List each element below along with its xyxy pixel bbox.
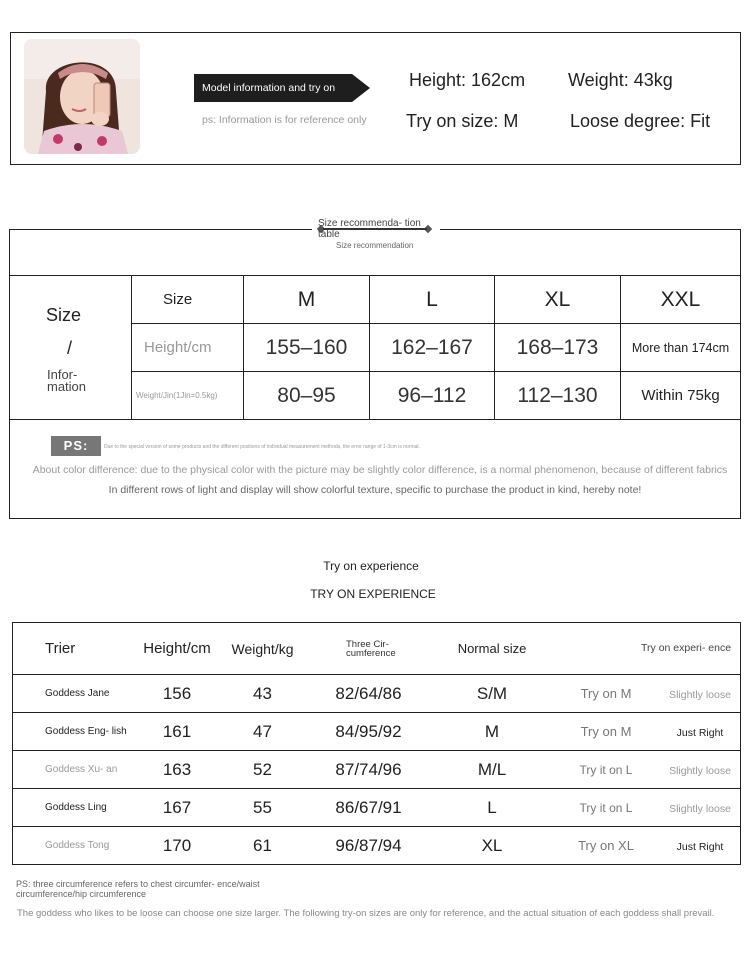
- trier-height: 156: [132, 675, 222, 713]
- trier-weight: 52: [222, 751, 303, 789]
- trier-fit: Slightly loose: [669, 802, 731, 815]
- color-note-line2: In different rows of light and display will show colorful texture, specific to purchase the product in kind, hereby note!: [108, 484, 642, 496]
- weight-label: Weight/Jin(1Jin=0.5kg): [132, 372, 244, 420]
- height-xxl: More than 174cm: [621, 324, 741, 372]
- trier-name: Goddess Ling: [12, 789, 132, 827]
- trier-size: M: [434, 713, 550, 751]
- trier-size: S/M: [434, 675, 550, 713]
- height-xl: 168–173: [495, 324, 621, 372]
- trier-circumference: 96/87/94: [303, 827, 434, 865]
- size-table: [9, 275, 741, 420]
- trier-weight: 43: [222, 675, 303, 713]
- model-ps-note: ps: Information is for reference only: [202, 114, 367, 126]
- trier-fit: Slightly loose: [669, 688, 731, 701]
- trier-circumference: 87/74/96: [303, 751, 434, 789]
- side-label-slash: /: [67, 338, 73, 358]
- trier-size: L: [434, 789, 550, 827]
- title-rule-right: [440, 229, 741, 230]
- model-try-on-size: Try on size: M: [406, 111, 519, 131]
- title-rule-left: [9, 229, 312, 230]
- height-label: Height/cm: [132, 324, 244, 372]
- trier-try-on: Try on XL: [578, 837, 634, 853]
- trier-height: 163: [132, 751, 222, 789]
- table-row: [12, 713, 741, 751]
- trier-name: Goddess Eng- lish: [12, 713, 132, 751]
- side-label-size: Size: [46, 305, 82, 325]
- tag-arrow-icon: [352, 74, 370, 102]
- weight-l: 96–112: [370, 372, 495, 420]
- ps-badge: PS:: [51, 436, 101, 456]
- footer-size-note: The goddess who likes to be loose can choose one size larger. The following try-on sizes are only for reference, and the actual situation of each goddess shall prevail.: [17, 908, 715, 919]
- trier-try-on: Try on M: [580, 723, 632, 739]
- experience-subtitle: TRY ON EXPERIENCE: [310, 587, 436, 601]
- trier-experience: [550, 713, 741, 751]
- table-row: [12, 789, 741, 827]
- size-xxl: XXL: [621, 276, 741, 324]
- color-note-line1: About color difference: due to the physical color with the picture may be slightly color difference, is a normal phenomenon, because of different fabrics: [32, 464, 728, 476]
- col-trier: Trier: [12, 623, 132, 675]
- trier-circumference: 86/67/91: [303, 789, 434, 827]
- trier-name: Goddess Tong: [12, 827, 132, 865]
- model-height: Height: 162cm: [409, 70, 526, 90]
- trier-experience: [550, 789, 741, 827]
- model-photo: [24, 39, 140, 154]
- model-loose-degree: Loose degree: Fit: [570, 111, 711, 131]
- trier-name: Goddess Xu- an: [12, 751, 132, 789]
- model-info-tag: Model information and try on: [194, 74, 352, 102]
- trier-height: 170: [132, 827, 222, 865]
- trier-try-on: Try it on L: [579, 762, 633, 777]
- trier-weight: 61: [222, 827, 303, 865]
- side-label-info: Infor- mation: [47, 367, 87, 394]
- size-l: L: [370, 276, 495, 324]
- trier-circumference: 82/64/86: [303, 675, 434, 713]
- experience-table: [12, 622, 741, 865]
- trier-weight: 55: [222, 789, 303, 827]
- model-weight: Weight: 43kg: [568, 70, 673, 90]
- trier-size: M/L: [434, 751, 550, 789]
- col-experience: Try on experi- ence: [550, 623, 741, 675]
- weight-xxl: Within 75kg: [621, 372, 741, 420]
- size-table-subtitle: Size recommendation: [336, 241, 414, 250]
- height-m: 155–160: [244, 324, 370, 372]
- size-table-title: Size recommenda- tion table: [318, 218, 421, 240]
- trier-circumference: 84/95/92: [303, 713, 434, 751]
- height-l: 162–167: [370, 324, 495, 372]
- trier-size: XL: [434, 827, 550, 865]
- experience-title: Try on experience: [323, 559, 419, 573]
- trier-try-on: Try on M: [580, 685, 632, 701]
- footer-ps-note: PS: three circumference refers to chest circumfer- ence/waist circumference/hip circumference: [16, 879, 260, 899]
- trier-name: Goddess Jane: [12, 675, 132, 713]
- col-circumference: Three Cir- cumference: [303, 623, 434, 675]
- size-m: M: [244, 276, 370, 324]
- col-weight: Weight/kg: [222, 623, 303, 675]
- size-header-label: Size: [132, 276, 244, 324]
- trier-fit: Just Right: [676, 840, 724, 853]
- table-row: [12, 675, 741, 713]
- trier-weight: 47: [222, 713, 303, 751]
- weight-xl: 112–130: [495, 372, 621, 420]
- weight-m: 80–95: [244, 372, 370, 420]
- trier-fit: Just Right: [676, 726, 724, 739]
- trier-try-on: Try it on L: [579, 800, 633, 815]
- ps-tiny-note: Due to the special version of some products and the different positions of individual measurement methods, the error range of 1-3cm is normal.: [104, 444, 420, 450]
- trier-height: 167: [132, 789, 222, 827]
- trier-experience: [550, 827, 741, 865]
- table-row: [12, 827, 741, 865]
- trier-fit: Slightly loose: [669, 764, 731, 777]
- trier-experience: [550, 751, 741, 789]
- trier-height: 161: [132, 713, 222, 751]
- table-row: [12, 751, 741, 789]
- trier-experience: [550, 675, 741, 713]
- col-height: Height/cm: [132, 623, 222, 675]
- size-xl: XL: [495, 276, 621, 324]
- size-side-label: [10, 276, 132, 420]
- col-normal-size: Normal size: [434, 623, 550, 675]
